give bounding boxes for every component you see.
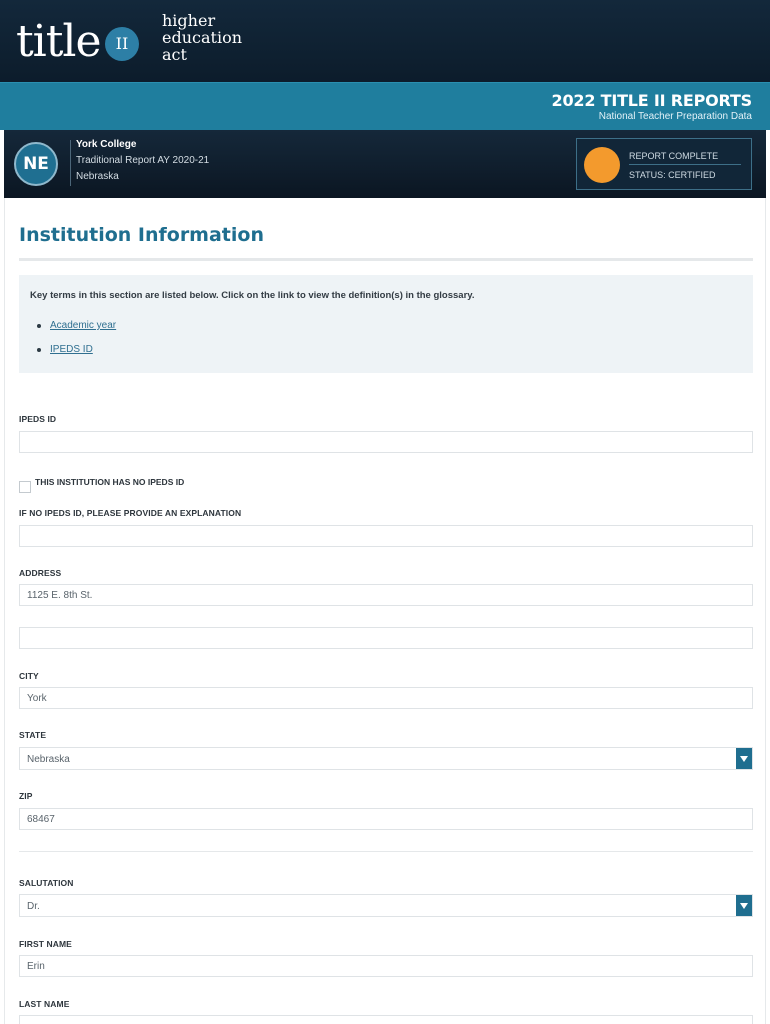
state-label: STATE xyxy=(19,730,47,740)
main-content xyxy=(4,198,766,1024)
first-name-input[interactable]: Erin xyxy=(19,955,753,977)
site-header xyxy=(0,0,770,82)
glossary-item xyxy=(37,344,116,368)
glossary-list xyxy=(37,320,116,368)
no-ipeds-checkbox[interactable] xyxy=(19,481,31,493)
ipeds-id-input[interactable] xyxy=(19,431,753,453)
report-status-box xyxy=(576,138,752,190)
chevron-down-icon[interactable] xyxy=(736,748,752,769)
salutation-select[interactable] xyxy=(19,894,753,917)
tagline-line-1: higher xyxy=(162,11,216,30)
last-name-input[interactable] xyxy=(19,1015,753,1024)
first-name-label: FIRST NAME xyxy=(19,939,72,949)
salutation-select-value: Dr. xyxy=(27,901,40,912)
glossary-link-academic-year[interactable]: Academic year xyxy=(50,320,117,331)
glossary-intro: Key terms in this section are listed below. Click on the link to view the definition(s) in the glossary. xyxy=(30,290,475,301)
salutation-label: SALUTATION xyxy=(19,878,74,888)
section-divider xyxy=(19,851,753,852)
status-indicator-icon xyxy=(584,147,620,183)
glossary-link-ipeds-id[interactable]: IPEDS ID xyxy=(50,344,93,355)
address-line2-input[interactable] xyxy=(19,627,753,649)
reports-subtitle: National Teacher Preparation Data xyxy=(598,111,752,122)
title-divider xyxy=(19,258,753,261)
reports-title: 2022 TITLE II REPORTS xyxy=(551,91,752,110)
state-select-value: Nebraska xyxy=(27,754,70,765)
glossary-item xyxy=(37,320,116,344)
report-type: Traditional Report AY 2020-21 xyxy=(76,155,210,166)
status-certified-label: STATUS: CERTIFIED xyxy=(629,170,716,180)
reports-bar xyxy=(0,82,770,130)
report-complete-label: REPORT COMPLETE xyxy=(629,151,719,161)
zip-input[interactable]: 68467 xyxy=(19,808,753,830)
institution-divider xyxy=(70,140,71,186)
institution-name: York College xyxy=(76,139,137,150)
ipeds-id-label: IPEDS ID xyxy=(19,414,57,424)
zip-label: ZIP xyxy=(19,791,33,801)
section-title: Institution Information xyxy=(19,224,264,246)
state-select[interactable] xyxy=(19,747,753,770)
glossary-box xyxy=(19,275,753,373)
no-ipeds-checkbox-label: THIS INSTITUTION HAS NO IPEDS ID xyxy=(35,477,185,487)
institution-bar xyxy=(4,130,766,198)
address-line1-input[interactable]: 1125 E. 8th St. xyxy=(19,584,753,606)
state-badge: NE xyxy=(14,142,58,186)
status-divider xyxy=(629,164,741,165)
logo-wordmark: title xyxy=(16,16,101,67)
address-label: ADDRESS xyxy=(19,568,62,578)
logo-badge: II xyxy=(105,27,139,61)
no-ipeds-explanation-label: IF NO IPEDS ID, PLEASE PROVIDE AN EXPLANATION xyxy=(19,508,242,518)
last-name-label: LAST NAME xyxy=(19,999,70,1009)
city-label: CITY xyxy=(19,671,39,681)
chevron-down-icon[interactable] xyxy=(736,895,752,916)
no-ipeds-explanation-input[interactable] xyxy=(19,525,753,547)
city-input[interactable]: York xyxy=(19,687,753,709)
tagline-line-2: education xyxy=(162,28,242,47)
logo-tagline xyxy=(162,12,242,63)
tagline-line-3: act xyxy=(162,45,187,64)
institution-state: Nebraska xyxy=(76,171,119,182)
